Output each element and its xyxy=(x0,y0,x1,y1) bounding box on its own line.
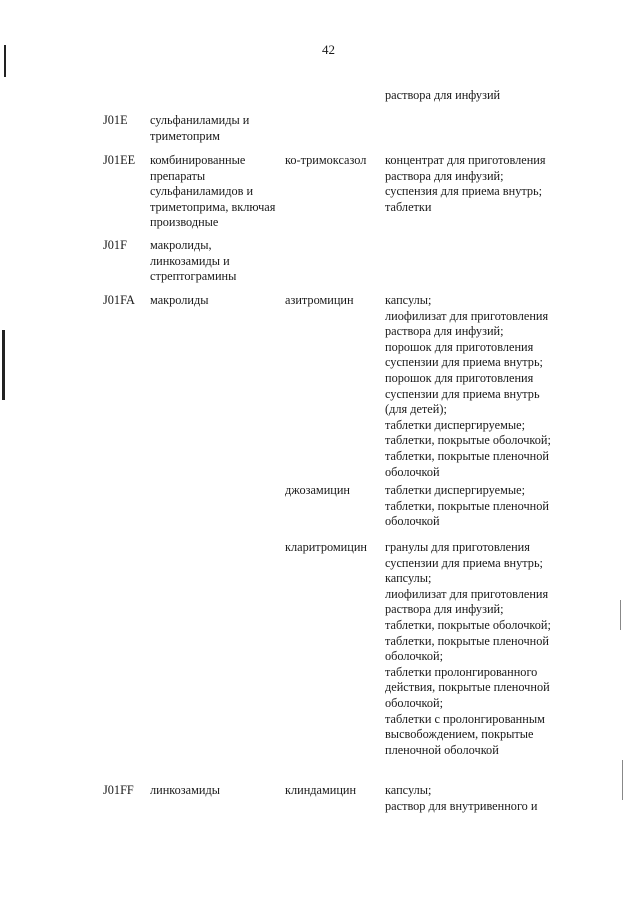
atc-code: J01FF xyxy=(103,783,134,797)
continuation-forms: раствора для инфузий xyxy=(385,88,501,102)
drug-name: джозамицин xyxy=(285,483,351,497)
dosage-forms: капсулы; раствор для внутривенного и xyxy=(385,783,538,813)
scan-edge-mark xyxy=(620,600,621,630)
drug-name: кларитромицин xyxy=(285,540,367,554)
dosage-forms: гранулы для приготовления суспензии для приема внутрь; капсулы; лиофилизат для приготовления раствора для инфузий; таблетки, покрытые оболочкой; таблетки, покрытые пленочной оболочкой; таблетки пролонгированного действия, покрытые пленочной оболочкой; таблетки с пролонгированным высвобождением, покрытые пленочной оболочкой xyxy=(385,540,551,757)
drug-name: ко-тримоксазол xyxy=(285,153,367,167)
atc-group: линкозамиды xyxy=(150,783,220,797)
atc-group: сульфаниламиды и триметоприм xyxy=(150,113,250,143)
scan-edge-mark xyxy=(2,330,5,400)
atc-group: макролиды xyxy=(150,293,209,307)
atc-group: комбинированные препараты сульфаниламидов и триметоприма, включая производные xyxy=(150,153,276,230)
dosage-forms: таблетки диспергируемые; таблетки, покрытые пленочной оболочкой xyxy=(385,483,549,529)
scan-edge-mark xyxy=(4,45,6,77)
atc-code: J01F xyxy=(103,238,127,252)
atc-code: J01FA xyxy=(103,293,135,307)
scan-edge-mark xyxy=(622,760,623,800)
drug-name: азитромицин xyxy=(285,293,354,307)
page-number: 42 xyxy=(322,42,335,57)
atc-code: J01E xyxy=(103,113,128,127)
dosage-forms: капсулы; лиофилизат для приготовления раствора для инфузий; порошок для приготовления суспензии для приема внутрь; порошок для приготовления суспензии для приема внутрь (для детей); таблетки диспергируемые; таблетки, покрытые оболочкой; таблетки, покрытые пленочной оболочкой xyxy=(385,293,551,479)
dosage-forms: концентрат для приготовления раствора для инфузий; суспензия для приема внутрь; таблетки xyxy=(385,153,546,214)
atc-group: макролиды, линкозамиды и стрептограмины xyxy=(150,238,237,284)
atc-code: J01EE xyxy=(103,153,136,167)
drug-name: клиндамицин xyxy=(285,783,357,797)
